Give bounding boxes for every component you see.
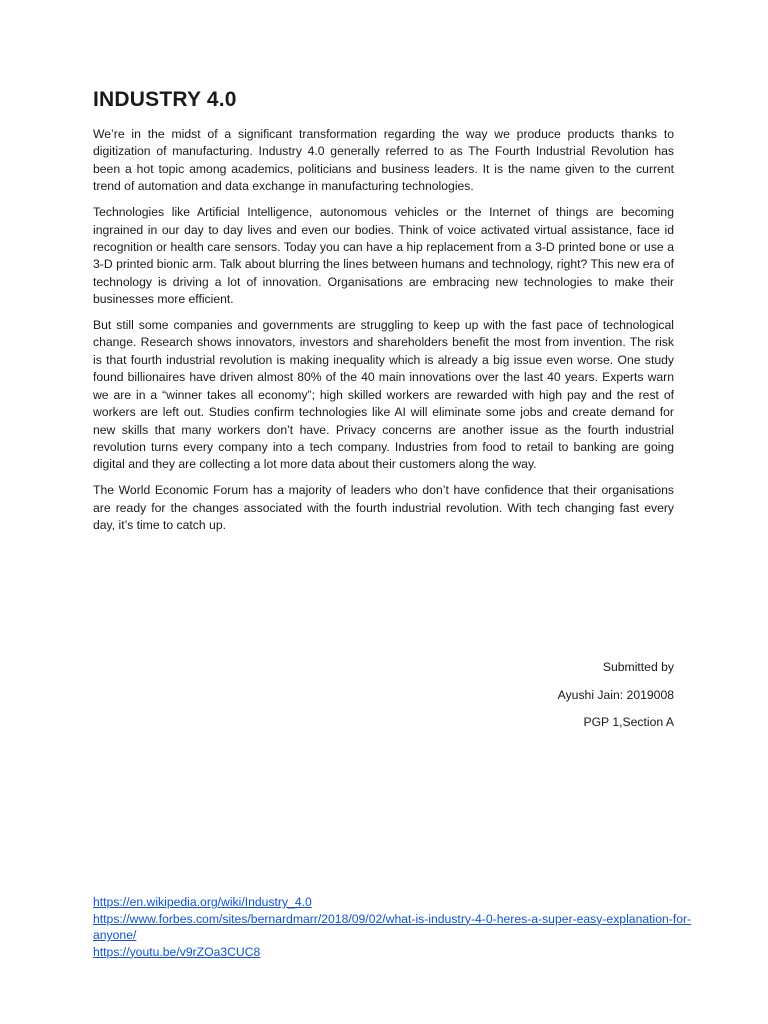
- paragraph-challenges: But still some companies and governments are struggling to keep up with the fast pace of technological change. Research shows innovators, investors and shareholders benefit the most from invention. The risk is that fourth industrial revolution is making inequality which is already a big issue even worse. One study found billionaires have driven almost 80% of the 40 main innovations over the last 40 years. Experts warn we are in a “winner takes all economy”; high skilled workers are rewarded with high pay and the rest of workers are left out. Studies confirm technologies like AI will eliminate some jobs and create demand for new skills that many workers don’t have. Privacy concerns are another issue as the fourth industrial revolution turns every company into a tech company. Industries from food to retail to banking are going digital and they are collecting a lot more data about their customers along the way.: [93, 318, 674, 472]
- author-section: PGP 1,Section A: [583, 715, 674, 729]
- reference-links: [93, 894, 693, 960]
- link-youtube[interactable]: https://youtu.be/v9rZOa3CUC8: [93, 944, 261, 959]
- submitted-by-label: Submitted by: [602, 660, 674, 674]
- paragraph-conclusion: The World Economic Forum has a majority of leaders who don’t have confidence that their organisations are ready for the changes associated with the fourth industrial revolution. With tech changing fast every day, it’s time to catch up.: [93, 483, 674, 533]
- link-wikipedia[interactable]: https://en.wikipedia.org/wiki/Industry_4.0: [93, 895, 312, 909]
- paragraph-intro: We’re in the midst of a significant transformation regarding the way we produce products thanks to digitization of manufacturing. Industry 4.0 generally referred to as The Fourth Industrial Revolution has been a hot topic among academics, politicians and business leaders. It is the name given to the current trend of automation and data exchange in manufacturing technologies.: [93, 127, 674, 194]
- author-name: Ayushi Jain: 2019008: [557, 687, 674, 702]
- signature-block: [558, 654, 674, 737]
- document-page: [93, 88, 674, 729]
- document-title: INDUSTRY 4.0: [93, 88, 237, 111]
- paragraph-technologies: Technologies like Artificial Intelligence, autonomous vehicles or the Internet of things are becoming ingrained in our day to day lives and even our bodies. Think of voice activated virtual assistance, face id recognition or health care sensors. Today you can have a hip replacement from a 3-D printed bone or use a 3-D printed bionic arm. Talk about blurring the lines between humans and technology, right? This new era of technology is driving a lot of innovation. Organisations are embracing new technologies to make their businesses more efficient.: [93, 205, 674, 307]
- link-forbes[interactable]: https://www.forbes.com/sites/bernardmarr/2018/09/02/what-is-industry-4-0-heres-a-super-easy-explanation-for-anyone/: [93, 911, 692, 943]
